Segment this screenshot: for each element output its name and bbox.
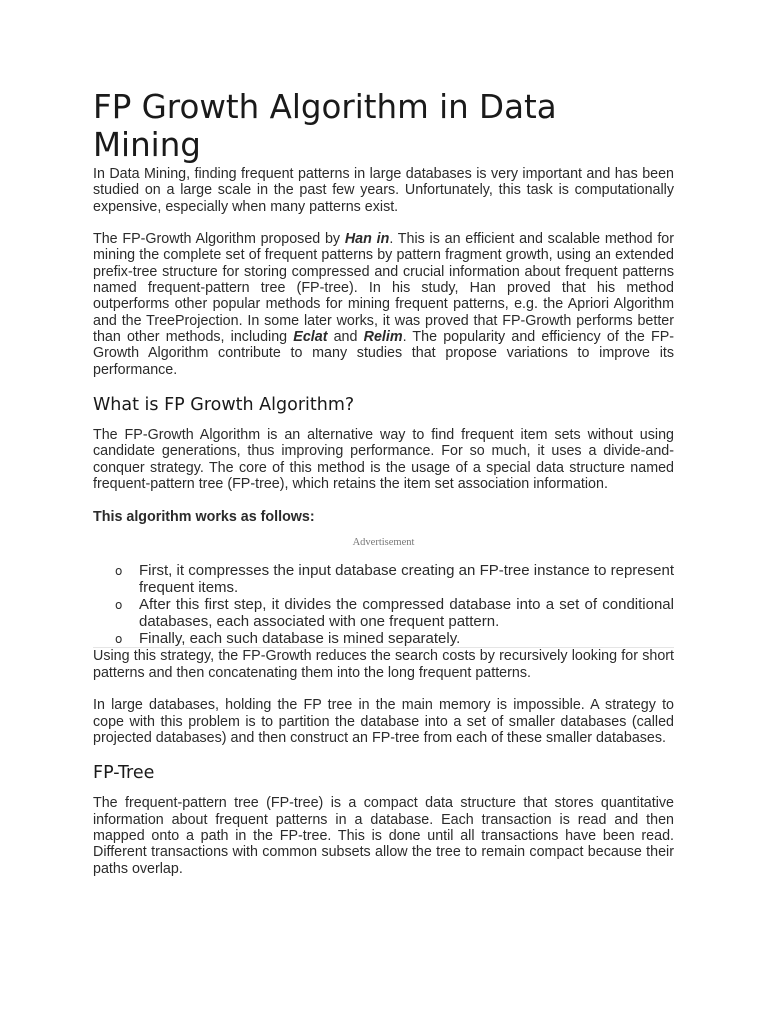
strategy-paragraph: Using this strategy, the FP-Growth reduces the search costs by recursively looking for short patterns and then concatenating them into the long frequent patterns. xyxy=(93,648,674,681)
eclat-text: Eclat xyxy=(293,328,328,345)
circle-bullet-icon: o xyxy=(115,632,123,647)
para2-part2: . This is an efficient and scalable method for mining the complete set of frequent patterns by pattern fragment growth, using an extended prefix-tree structure for storing compressed and crucial information about frequent patterns named frequent-pattern tree (FP-tree). In his study, Han proved that his method outperforms other popular methods for mining frequent patterns, e.g. the Apriori Algorithm and the TreeProjection. In some later works, it was proved that FP-Growth performs better than other methods, including xyxy=(93,231,675,345)
circle-bullet-icon: o xyxy=(115,563,123,578)
advertisement-label: Advertisement xyxy=(352,536,415,548)
intro-paragraph: In Data Mining, finding frequent patterns in large databases is very important and has been studied on a large scale in the past few years. Unfortunately, this task is computationally expensive, especially when many patterns exist. xyxy=(93,166,674,215)
algorithm-steps-list xyxy=(93,562,674,647)
section-heading-what-is: What is FP Growth Algorithm? xyxy=(93,395,355,416)
step-text: After this first step, it divides the compressed database into a set of conditional databases, each associated with one frequent pattern. xyxy=(139,596,674,631)
page-title: FP Growth Algorithm in Data Mining xyxy=(93,88,557,164)
list-item xyxy=(115,561,674,597)
fp-tree-paragraph: The frequent-pattern tree (FP-tree) is a compact data structure that stores quantitative information about frequent patterns in a database. Each transaction is read and then mapped onto a path in the FP-tree. This is done until all transactions have been read. Different transactions with common subsets allow the tree to remain compact because their paths overlap. xyxy=(93,795,674,877)
relim-text: Relim xyxy=(363,328,403,345)
fp-growth-paragraph xyxy=(93,231,674,378)
document-page xyxy=(93,88,674,893)
what-is-paragraph: The FP-Growth Algorithm is an alternative way to find frequent item sets without using candidate generations, thus improving performance. For so much, it uses a divide-and-conquer strategy. The core of this method is the usage of a special data structure named frequent-pattern tree (FP-tree), which retains the item set association information. xyxy=(93,427,674,493)
para2-and: and xyxy=(327,328,364,345)
section-heading-fp-tree: FP-Tree xyxy=(93,763,155,784)
para2-part3: . The popularity and efficiency of the FP-Growth Algorithm contribute to many studies that propose variations to improve its performance. xyxy=(93,328,674,378)
circle-bullet-icon: o xyxy=(115,598,123,613)
han-in-text: Han in xyxy=(344,231,390,248)
works-as-follows-label: This algorithm works as follows: xyxy=(93,508,315,525)
para2-part1: The FP-Growth Algorithm proposed by xyxy=(93,231,345,248)
list-item xyxy=(115,630,674,648)
large-databases-paragraph: In large databases, holding the FP tree in the main memory is impossible. A strategy to cope with this problem is to partition the database into a set of smaller databases (called projected databases) and then construct an FP-tree from each of these smaller databases. xyxy=(93,697,674,746)
step-text: First, it compresses the input database creating an FP-tree instance to represent frequent items. xyxy=(139,561,674,597)
step-text: Finally, each such database is mined separately. xyxy=(139,630,461,648)
list-item xyxy=(115,596,674,631)
